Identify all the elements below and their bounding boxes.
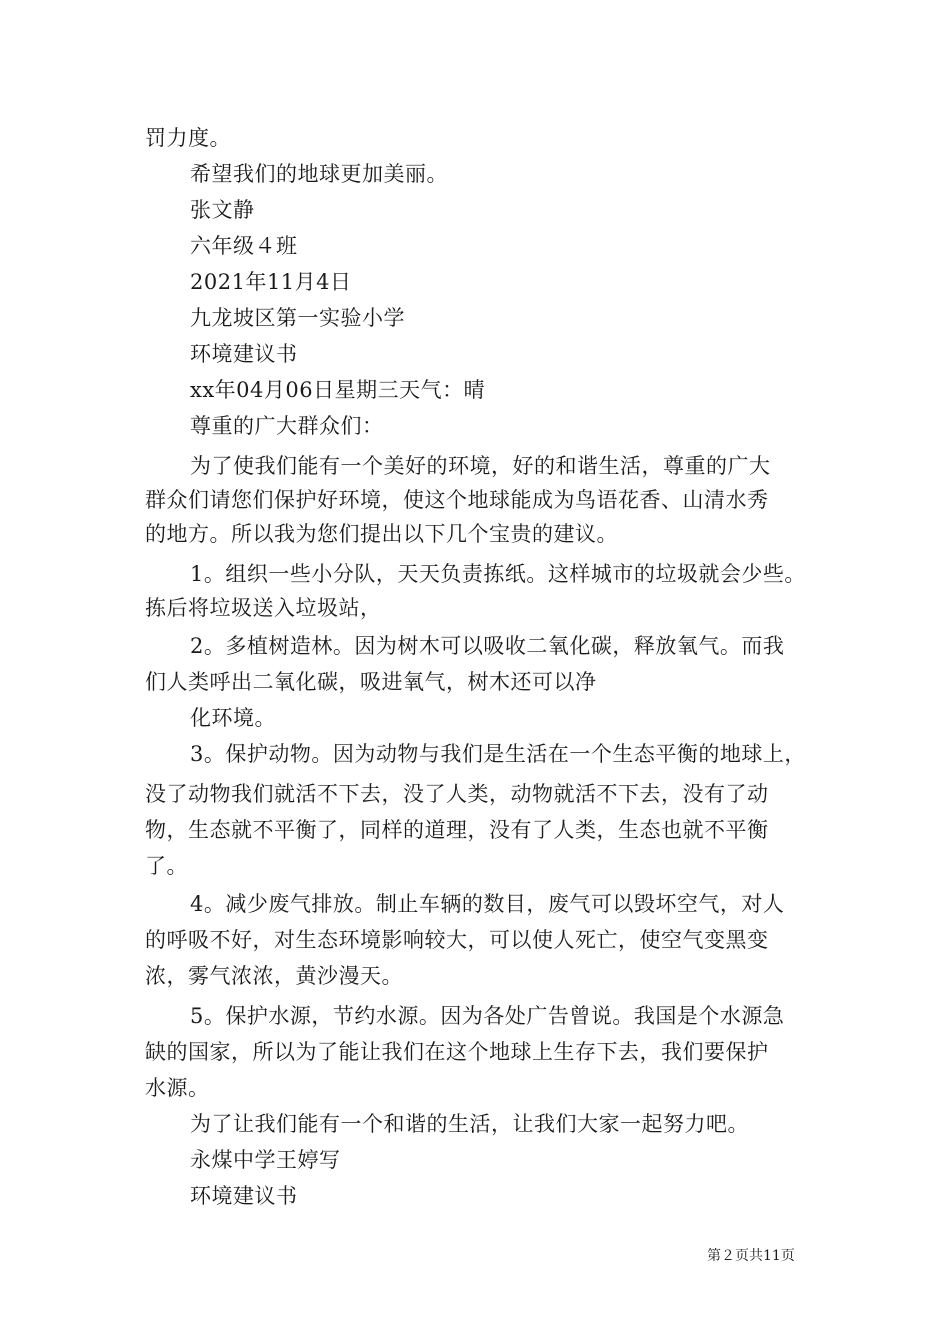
text-line: 化环境。 [190, 706, 276, 730]
school-name: 九龙坡区第一实验小学 [190, 306, 405, 330]
salutation: 尊重的广大群众们： [190, 414, 384, 438]
text-line: 希望我们的地球更加美丽。 [190, 162, 448, 186]
author-signature: 永煤中学王婷写 [190, 1148, 341, 1172]
closing-line: 为了让我们能有一个和谐的生活，让我们大家一起努力吧。 [190, 1112, 749, 1136]
text-line: 缺的国家，所以为了能让我们在这个地球上生存下去，我们要保护 [145, 1040, 769, 1064]
date-line: 2021年11月4日 [190, 270, 352, 294]
text-line: 没了动物我们就活不下去，没了人类，动物就活不下去，没有了动 [145, 782, 769, 806]
text-line: 2。多植树造林。因为树木可以吸收二氧化碳，释放氧气。而我 [190, 634, 785, 658]
text-line: 3。保护动物。因为动物与我们是生活在一个生态平衡的地球上， [190, 742, 806, 766]
page-number: 第２页共11页 [707, 1248, 795, 1264]
text-line: 拣后将垃圾送入垃圾站， [145, 596, 382, 620]
author-name: 张文静 [190, 198, 255, 222]
section-title: 环境建议书 [190, 1184, 298, 1208]
text-line: 1。组织一些小分队，天天负责拣纸。这样城市的垃圾就会少些。 [190, 562, 806, 586]
text-line: 5。保护水源，节约水源。因为各处广告曾说。我国是个水源急 [190, 1004, 785, 1028]
section-title: 环境建议书 [190, 342, 298, 366]
text-line: 的呼吸不好，对生态环境影响较大，可以使人死亡，使空气变黑变 [145, 928, 769, 952]
text-line: 为了使我们能有一个美好的环境，好的和谐生活，尊重的广大 [190, 454, 771, 478]
text-line: 了。 [145, 854, 188, 878]
text-line: 水源。 [145, 1076, 210, 1100]
text-line: 浓，雾气浓浓，黄沙漫天。 [145, 964, 403, 988]
date-weather-line: xx年04月06日星期三天气：晴 [190, 378, 486, 402]
text-line: 物，生态就不平衡了，同样的道理，没有了人类，生态也就不平衡 [145, 818, 769, 842]
text-line: 们人类呼出二氧化碳，吸进氧气，树木还可以净 [145, 670, 597, 694]
text-line: 的地方。所以我为您们提出以下几个宝贵的建议。 [145, 522, 618, 546]
author-class: 六年级４班 [190, 234, 298, 258]
text-line: 群众们请您们保护好环境，使这个地球能成为鸟语花香、山清水秀 [145, 488, 769, 512]
text-line: 4。减少废气排放。制止车辆的数目，废气可以毁坏空气，对人 [190, 892, 785, 916]
text-line: 罚力度。 [145, 126, 231, 150]
